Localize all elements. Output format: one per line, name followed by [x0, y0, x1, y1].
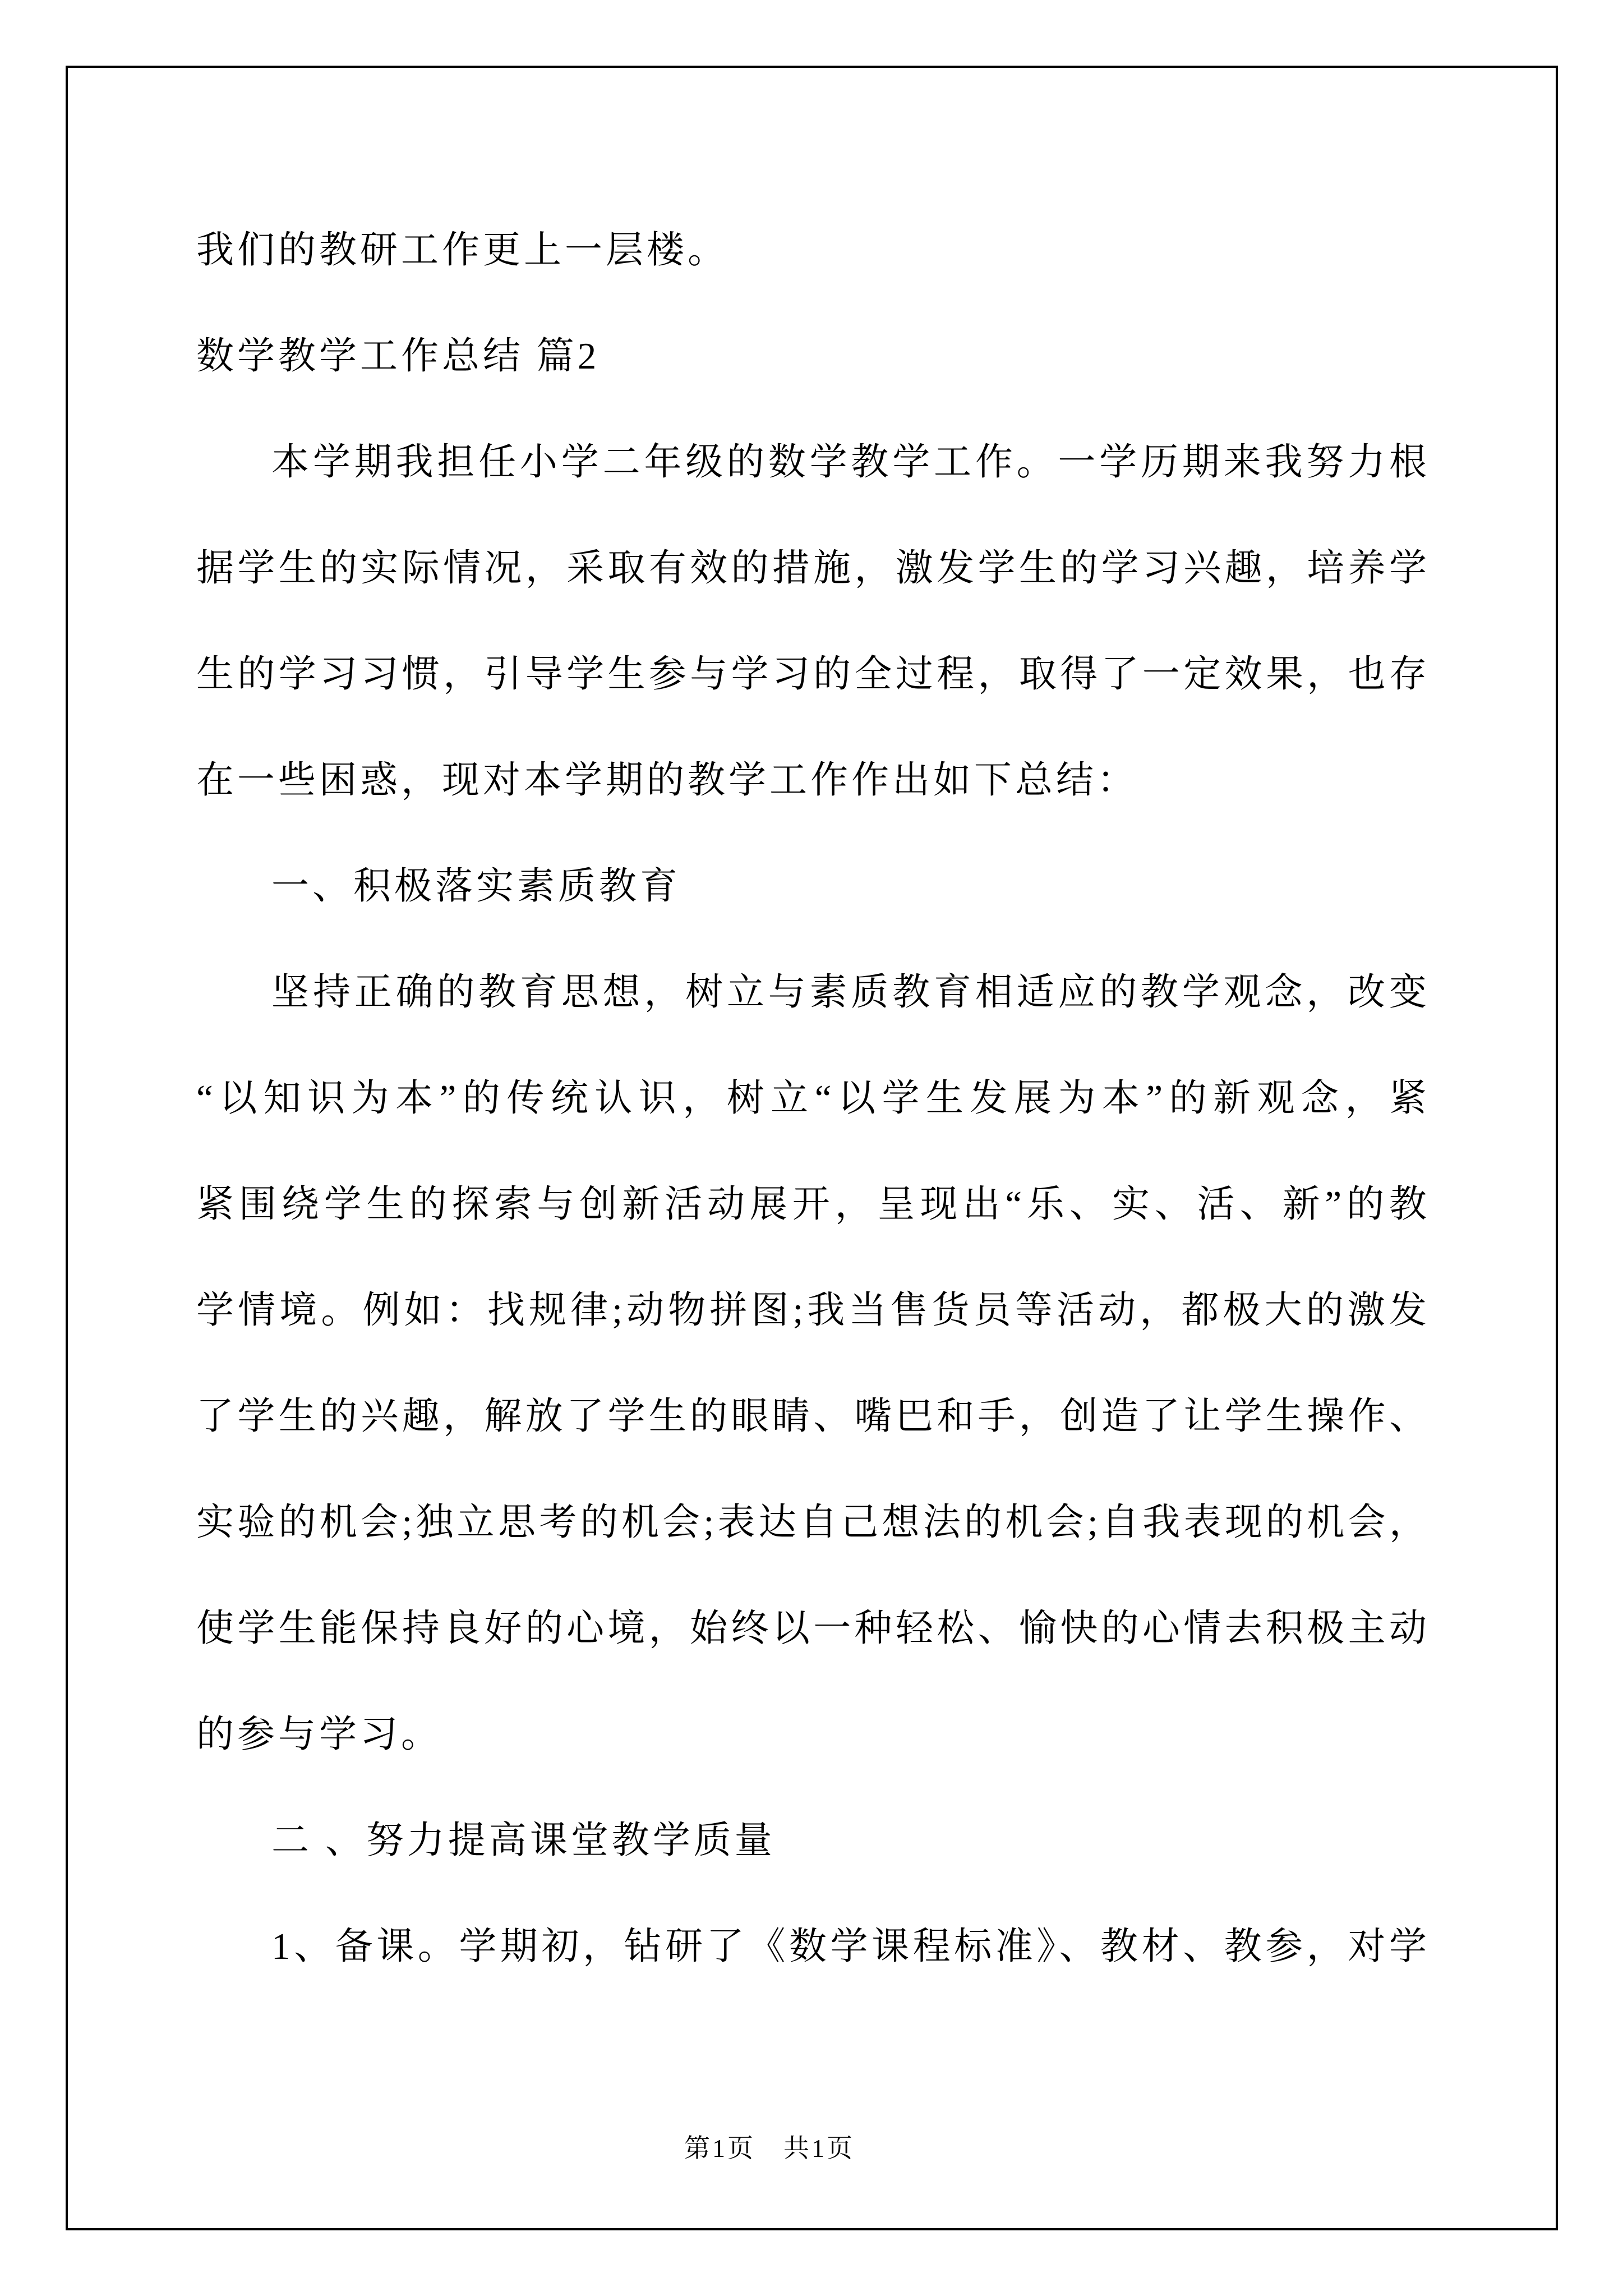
page-footer: 第1页 共1页: [684, 2134, 855, 2162]
text-line: 数学教学工作总结 篇2: [196, 335, 600, 377]
text-line: 一、积极落实素质教育: [271, 866, 681, 907]
text-line: 我们的教研工作更上一层楼。: [196, 229, 728, 271]
text-line: 在一些困惑，现对本学期的教学工作作出如下总结：: [196, 760, 1138, 801]
text-line: 学情境。例如：找规律;动物拼图;我当售货员等活动，都极大的激发: [196, 1290, 1430, 1331]
text-line: 的参与学习。: [196, 1714, 442, 1755]
document-body: [196, 197, 1430, 2000]
text-line: 使学生能保持良好的心境，始终以一种轻松、愉快的心情去积极主动: [196, 1608, 1430, 1649]
text-line: “以知识为本”的传统认识，树立“以学生发展为本”的新观念，紧: [196, 1078, 1430, 1119]
text-line: 本学期我担任小学二年级的数学教学工作。一学历期来我努力根: [271, 441, 1430, 483]
text-line: 实验的机会;独立思考的机会;表达自己想法的机会;自我表现的机会，: [196, 1502, 1430, 1543]
text-line: 坚持正确的教育思想，树立与素质教育相适应的教学观念，改变: [271, 972, 1430, 1013]
text-line: 二 、努力提高课堂教学质量: [271, 1820, 776, 1861]
text-line: 紧围绕学生的探索与创新活动展开，呈现出“乐、实、活、新”的教: [196, 1184, 1430, 1225]
text-line: 生的学习习惯，引导学生参与学习的全过程，取得了一定效果，也存: [196, 654, 1430, 695]
text-line: 1、备课。学期初，钻研了《数学课程标准》、教材、教参，对学: [271, 1926, 1430, 1967]
text-line: 据学生的实际情况，采取有效的措施，激发学生的学习兴趣，培养学: [196, 547, 1430, 589]
text-line: 了学生的兴趣，解放了学生的眼睛、嘴巴和手，创造了让学生操作、: [196, 1396, 1430, 1437]
